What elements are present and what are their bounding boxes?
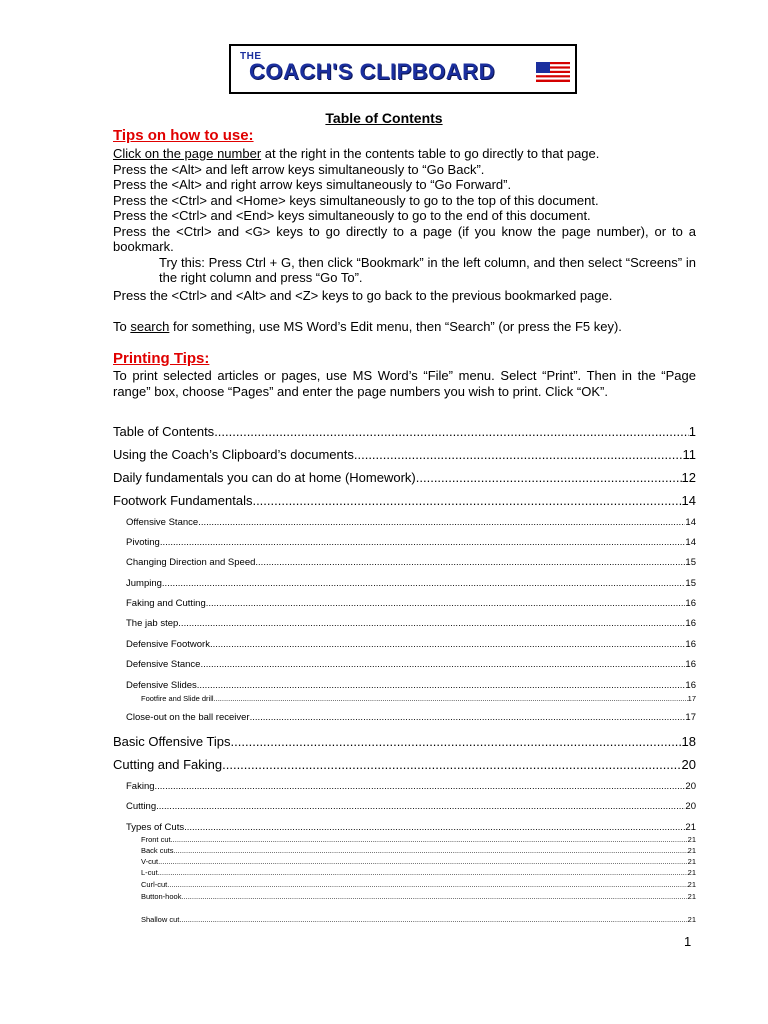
toc-subentry[interactable]: Changing Direction and Speed ..... 15: [126, 557, 696, 568]
toc-subsubentry[interactable]: V-cut ..... 21: [141, 857, 696, 866]
toc-entry[interactable]: Footwork Fundamentals ..... 14: [113, 493, 696, 508]
toc-page-link[interactable]: 12: [681, 470, 696, 485]
toc-subentry[interactable]: The jab step ..... 16: [126, 618, 696, 629]
tips-line-2: Press the <Alt> and left arrow keys simultaneously to “Go Back”.: [113, 161, 485, 177]
toc-page-link[interactable]: 14: [685, 517, 696, 528]
search-link[interactable]: search: [130, 319, 170, 334]
toc-page-link[interactable]: 21: [687, 857, 696, 866]
toc-subentry[interactable]: Defensive Stance ..... 16: [126, 659, 696, 670]
toc-page-link[interactable]: 21: [685, 822, 696, 833]
toc-subentry[interactable]: Pivoting ..... 14: [126, 537, 696, 548]
page-number-link[interactable]: Click on the page number: [113, 146, 262, 161]
tips-line-8: Press the <Ctrl> and <Alt> and <Z> keys to go back to the previous bookmarked page.: [113, 288, 613, 303]
toc-subentry[interactable]: Offensive Stance ..... 14: [126, 517, 696, 528]
toc-page-link[interactable]: 21: [687, 880, 696, 889]
tips-line-4: Press the <Ctrl> and <Home> keys simultaneously to go to the top of this document.: [113, 192, 599, 208]
toc-page-link[interactable]: 21: [687, 868, 696, 877]
toc-entry[interactable]: Basic Offensive Tips ..... 18: [113, 734, 696, 749]
tips-line-6: Press the <Ctrl> and <G> keys to go directly to a page (if you know the page number), or to a bookmark.: [113, 223, 696, 254]
tips-line-3: Press the <Alt> and right arrow keys simultaneously to “Go Forward”.: [113, 177, 512, 192]
toc-subsubentry[interactable]: Curl-cut ..... 21: [141, 880, 696, 889]
toc-subsubentry[interactable]: Footfire and Slide drill ..... 17: [141, 694, 696, 703]
toc-page-link[interactable]: 21: [687, 915, 696, 924]
toc-page-link[interactable]: 15: [685, 557, 696, 568]
logo-small-text: THE: [240, 51, 262, 62]
toc-page-link[interactable]: 20: [685, 801, 696, 812]
toc-subentry[interactable]: Jumping ..... 15: [126, 578, 696, 589]
toc-page-link[interactable]: 16: [685, 598, 696, 609]
tips-line-5: Press the <Ctrl> and <End> keys simultaneously to go to the end of this document.: [113, 208, 591, 223]
toc-page-link[interactable]: 17: [687, 694, 696, 703]
toc-subentry[interactable]: Defensive Footwork ..... 16: [126, 639, 696, 650]
logo-banner: [229, 44, 577, 94]
toc-subsubentry[interactable]: Shallow cut ..... 21: [141, 915, 696, 924]
page-title: Table of Contents: [325, 110, 443, 126]
toc-entry[interactable]: Using the Coach’s Clipboard’s documents ..... 11: [113, 447, 696, 462]
toc-page-link[interactable]: 15: [685, 578, 696, 589]
toc-page-link[interactable]: 16: [685, 639, 696, 650]
tips-heading: Tips on how to use:: [113, 127, 254, 144]
toc-page-link[interactable]: 20: [685, 781, 696, 792]
toc-subentry[interactable]: Faking and Cutting ..... 16: [126, 598, 696, 609]
toc-subentry[interactable]: Faking ..... 20: [126, 781, 696, 792]
us-flag-icon: [536, 62, 570, 82]
logo-title: COACH'S CLIPBOARD: [249, 59, 495, 84]
search-tip: To search for something, use MS Word’s Edit menu, then “Search” (or press the F5 key).: [113, 319, 622, 334]
toc-subsubentry[interactable]: Back cuts ..... 21: [141, 846, 696, 855]
toc-page-link[interactable]: 17: [685, 712, 696, 723]
toc-page-link[interactable]: 21: [687, 892, 696, 901]
toc-subsubentry[interactable]: Front cut ..... 21: [141, 835, 696, 844]
page-number: 1: [684, 934, 692, 949]
toc-subentry[interactable]: Types of Cuts ..... 21: [126, 822, 696, 833]
toc-page-link[interactable]: 11: [682, 447, 696, 462]
toc-subentry[interactable]: Close-out on the ball receiver ..... 17: [126, 712, 696, 723]
toc-subentry[interactable]: Defensive Slides ..... 16: [126, 680, 696, 691]
toc-page-link[interactable]: 16: [685, 659, 696, 670]
printing-text: To print selected articles or pages, use MS Word’s “File” menu. Select “Print”. Then in the “Page range” box, choose “Pages” and enter the page numbers you wish to print. Click “OK”.: [113, 368, 696, 399]
toc-page-link[interactable]: 18: [681, 734, 696, 749]
toc-subsubentry[interactable]: Button-hook ..... 21: [141, 892, 696, 901]
printing-heading: Printing Tips:: [113, 350, 210, 367]
toc-page-link[interactable]: 1: [688, 424, 696, 439]
toc-entry[interactable]: Cutting and Faking ..... 20: [113, 757, 696, 772]
toc-entry[interactable]: Table of Contents ..... 1: [113, 424, 696, 439]
tips-line-1: Click on the page number at the right in the contents table to go directly to that page.: [113, 146, 600, 161]
toc-page-link[interactable]: 20: [681, 757, 696, 772]
toc-page-link[interactable]: 21: [687, 835, 696, 844]
toc-entry[interactable]: Daily fundamentals you can do at home (Homework) ..... 12: [113, 470, 696, 485]
toc-subentry[interactable]: Cutting ..... 20: [126, 801, 696, 812]
toc-page-link[interactable]: 16: [685, 680, 696, 691]
toc-page-link[interactable]: 16: [685, 618, 696, 629]
toc-page-link[interactable]: 21: [687, 846, 696, 855]
toc-subsubentry[interactable]: L-cut ..... 21: [141, 868, 696, 877]
toc-page-link[interactable]: 14: [681, 493, 696, 508]
tips-try-this: Try this: Press Ctrl + G, then click “Bookmark” in the left column, and then select “Screens” in the right column and press “Go To”.: [159, 254, 696, 285]
toc-page-link[interactable]: 14: [685, 537, 696, 548]
